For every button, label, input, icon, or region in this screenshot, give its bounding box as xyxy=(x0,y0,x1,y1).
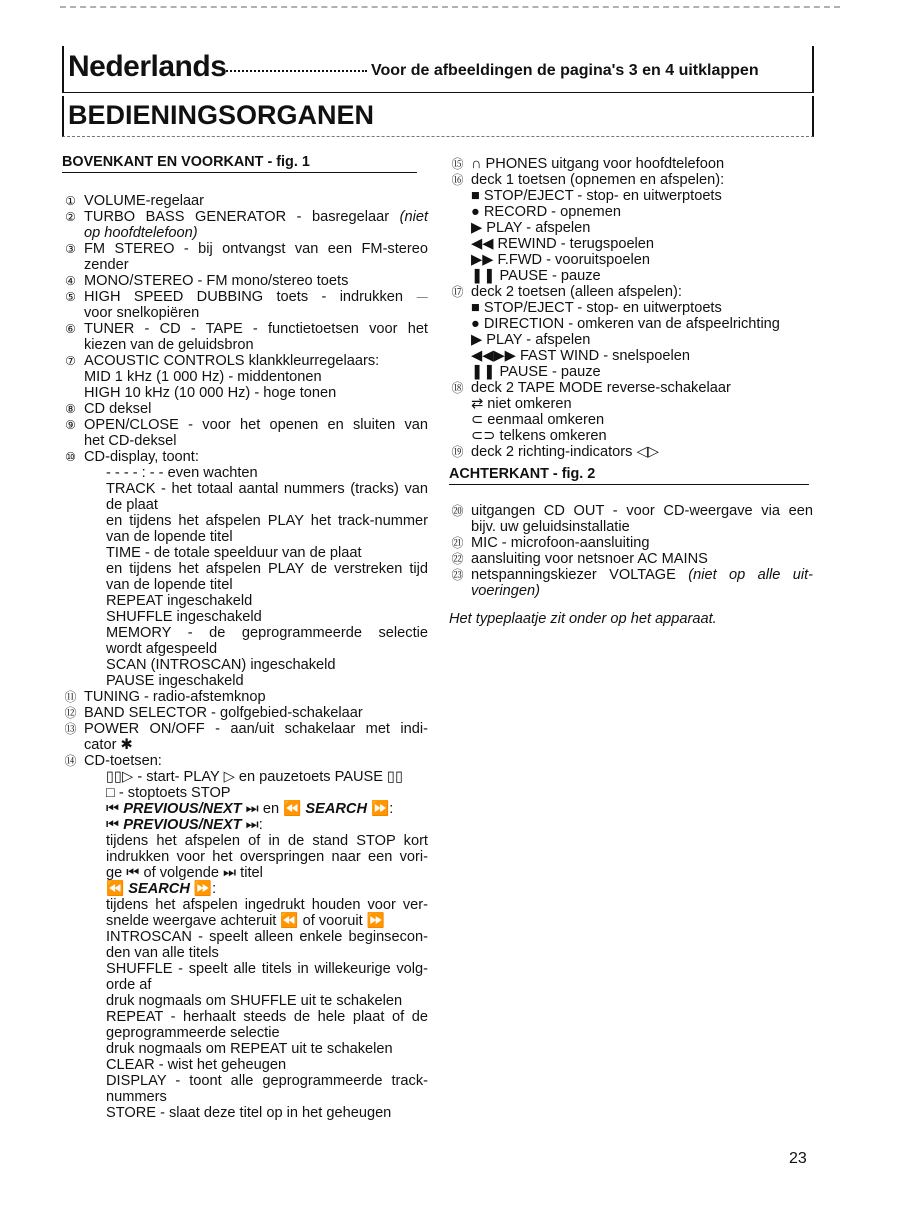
item-line: druk nogmaals om SHUFFLE uit te schakelen xyxy=(106,993,403,1009)
list-item xyxy=(62,273,428,289)
item-line: ⇄ niet omkeren xyxy=(471,396,572,412)
list-item xyxy=(62,321,428,353)
list-item xyxy=(449,156,813,172)
list-item xyxy=(62,689,428,705)
scan-artifact xyxy=(60,6,840,12)
item-line: ❚❚ PAUSE - pauze xyxy=(471,268,601,284)
list-item xyxy=(449,444,813,460)
item-line: zender xyxy=(84,257,129,273)
item-line: SHUFFLE - speelt alle titels in willekeurige volg- xyxy=(106,961,428,977)
section-title: BEDIENINGSORGANEN xyxy=(68,100,375,130)
item-line: aansluiting voor netsnoer AC MAINS xyxy=(471,551,708,567)
list-item xyxy=(449,567,813,599)
item-line: BAND SELECTOR - golfgebied-schakelaar xyxy=(84,705,363,721)
item-line: ▯▯▷ - start- PLAY ▷ en pauzetoets PAUSE ▯▯ xyxy=(106,769,404,785)
item-line: MID 1 kHz (1 000 Hz) - middentonen xyxy=(84,369,322,385)
item-line: bijv. uw geluidsinstallatie xyxy=(471,519,630,535)
item-line: CLEAR - wist het geheugen xyxy=(106,1057,287,1073)
list-item xyxy=(449,380,813,444)
item-number: ⑩ xyxy=(65,450,76,464)
item-line: ⊂⊃ telkens omkeren xyxy=(471,428,607,444)
list-item xyxy=(62,417,428,449)
item-line xyxy=(84,225,428,241)
item-number: ① xyxy=(65,194,76,208)
bold-term: PREVIOUS/NEXT xyxy=(123,817,242,833)
list-item xyxy=(449,551,813,567)
item-line: HIGH 10 kHz (10 000 Hz) - hoge tonen xyxy=(84,385,337,401)
item-line: tijdens het afspelen of in de stand STOP kort xyxy=(106,833,428,849)
item-line: ▶ PLAY - afspelen xyxy=(471,220,591,236)
italic-note: (niet op alle uit- xyxy=(688,567,813,583)
item-number: ⑦ xyxy=(65,354,76,368)
item-line: de plaat xyxy=(106,497,158,513)
item-number: ④ xyxy=(65,274,76,288)
italic-note: voeringen) xyxy=(471,583,540,599)
item-line: SHUFFLE ingeschakeld xyxy=(106,609,262,625)
item-line: MONO/STEREO - FM mono/stereo toets xyxy=(84,273,349,289)
item-line: SCAN (INTROSCAN) ingeschakeld xyxy=(106,657,336,673)
item-line: ◀◀ REWIND - terugspoelen xyxy=(471,236,655,252)
item-line: en tijdens het afspelen PLAY de verstreken tijd xyxy=(106,561,428,577)
language-title: Nederlands xyxy=(68,50,227,83)
item-number: ⑪ xyxy=(64,690,77,704)
item-line: ■ STOP/EJECT - stop- en uitwerptoets xyxy=(471,300,722,316)
left-column xyxy=(62,154,428,1121)
item-line: ge ⏮ of volgende ⏭ titel xyxy=(106,865,263,881)
item-number: ㉑ xyxy=(451,536,464,550)
item-line: het CD-deksel xyxy=(84,433,177,449)
item-line: INTROSCAN - speelt alleen enkele beginsecon- xyxy=(106,929,428,945)
item-line: voor snelkopiëren xyxy=(84,305,200,321)
item-line: MIC - microfoon-aansluiting xyxy=(471,535,650,551)
right-heading: ACHTERKANT - fig. 2 xyxy=(449,466,809,485)
item-line: VOLUME-regelaar xyxy=(84,193,205,209)
page-header xyxy=(62,46,814,93)
item-line: kiezen van de geluidsbron xyxy=(84,337,254,353)
left-item-list xyxy=(62,193,428,1121)
item-line: CD deksel xyxy=(84,401,152,417)
item-line: ∩ PHONES uitgang voor hoofdtelefoon xyxy=(471,156,725,172)
item-number: ⑱ xyxy=(451,381,464,395)
nameplate-note: Het typeplaatje zit onder op het apparaat. xyxy=(449,611,717,627)
item-line: van de lopende titel xyxy=(106,529,233,545)
right-item-list xyxy=(449,156,813,460)
item-number: ⑮ xyxy=(451,157,464,171)
item-line: □ - stoptoets STOP xyxy=(106,785,231,801)
item-number: ⑭ xyxy=(64,754,77,768)
item-line: deck 2 TAPE MODE reverse-schakelaar xyxy=(471,380,731,396)
item-line: ⏪ SEARCH ⏩: xyxy=(106,881,217,897)
item-line: MEMORY - de geprogrammeerde selectie xyxy=(106,625,428,641)
item-line: ■ STOP/EJECT - stop- en uitwerptoets xyxy=(471,188,722,204)
item-line: ❚❚ PAUSE - pauze xyxy=(471,364,601,380)
list-item xyxy=(449,535,813,551)
list-item xyxy=(62,209,428,241)
right-column xyxy=(449,156,813,627)
item-number: ⑤ xyxy=(65,290,76,304)
item-line: wordt afgespeeld xyxy=(106,641,218,657)
left-heading: BOVENKANT EN VOORKANT - fig. 1 xyxy=(62,154,417,173)
item-line: orde af xyxy=(106,977,152,993)
item-line: REPEAT - herhaalt steeds de hele plaat of de xyxy=(106,1009,428,1025)
item-number: ⑲ xyxy=(451,445,464,459)
item-line: netspanningskiezer VOLTAGE (niet op alle uit- xyxy=(471,567,813,583)
item-line: deck 2 toetsen (alleen afspelen): xyxy=(471,284,682,300)
item-line: geprogrammeerde selectie xyxy=(106,1025,280,1041)
item-line: den van alle titels xyxy=(106,945,219,961)
item-line: ◀◀▶▶ FAST WIND - snelspoelen xyxy=(471,348,690,364)
list-item xyxy=(62,753,428,1121)
item-number: ⑧ xyxy=(65,402,76,416)
item-line: REPEAT ingeschakeld xyxy=(106,593,253,609)
bold-term: SEARCH xyxy=(305,801,367,817)
item-line: DISPLAY - toont alle geprogrammeerde track- xyxy=(106,1073,428,1089)
item-line: ▶▶ F.FWD - vooruitspoelen xyxy=(471,252,650,268)
item-number: ② xyxy=(65,210,76,224)
item-line: STORE - slaat deze titel op in het geheugen xyxy=(106,1105,392,1121)
item-line: TUNING - radio-afstemknop xyxy=(84,689,266,705)
item-line: OPEN/CLOSE - voor het openen en sluiten van xyxy=(84,417,428,433)
bold-term: PREVIOUS/NEXT xyxy=(123,801,242,817)
item-line: nummers xyxy=(106,1089,167,1105)
item-number: ⑥ xyxy=(65,322,76,336)
item-line: cator ✱ xyxy=(84,737,133,753)
section-header xyxy=(62,96,814,137)
item-line xyxy=(471,583,813,599)
item-line: ⏮ PREVIOUS/NEXT ⏭: xyxy=(106,817,263,833)
list-item xyxy=(62,449,428,689)
list-item xyxy=(449,284,813,380)
item-line: ⏮ PREVIOUS/NEXT ⏭ en ⏪ SEARCH ⏩: xyxy=(106,801,394,817)
item-line: tijdens het afspelen ingedrukt houden voor ver- xyxy=(106,897,428,913)
item-line: snelde weergave achteruit ⏪ of vooruit ⏩ xyxy=(106,913,385,929)
item-line: ACOUSTIC CONTROLS klankkleurregelaars: xyxy=(84,353,380,369)
item-line: CD-toetsen: xyxy=(84,753,162,769)
item-line: deck 2 richting-indicators ◁▷ xyxy=(471,444,659,460)
item-line: TIME - de totale speelduur van de plaat xyxy=(106,545,362,561)
list-item xyxy=(62,353,428,401)
header-subtitle: Voor de afbeeldingen de pagina's 3 en 4 uitklappen xyxy=(371,62,759,79)
item-line: POWER ON/OFF - aan/uit schakelaar met indi- xyxy=(84,721,428,737)
item-line: ● RECORD - opnemen xyxy=(471,204,621,220)
item-line: TRACK - het totaal aantal nummers (tracks) van xyxy=(106,481,428,497)
italic-note: (niet xyxy=(399,209,428,225)
item-line: TURBO BASS GENERATOR - basregelaar (niet xyxy=(84,209,428,225)
item-line: en tijdens het afspelen PLAY het track-nummer xyxy=(106,513,428,529)
item-line: deck 1 toetsen (opnemen en afspelen): xyxy=(471,172,725,188)
list-item xyxy=(62,241,428,273)
item-number: ⑬ xyxy=(64,722,77,736)
item-line: druk nogmaals om REPEAT uit te schakelen xyxy=(106,1041,393,1057)
item-line: HIGH SPEED DUBBING toets - indrukken ⏤ xyxy=(84,289,428,305)
item-line: TUNER - CD - TAPE - functietoetsen voor het xyxy=(84,321,428,337)
italic-note: op hoofdtelefoon) xyxy=(84,225,198,241)
item-number: ⑰ xyxy=(451,285,464,299)
list-item xyxy=(62,705,428,721)
item-number: ⑯ xyxy=(451,173,464,187)
bold-term: SEARCH xyxy=(128,881,190,897)
item-line: indrukken voor het overspringen naar een vori- xyxy=(106,849,428,865)
list-item xyxy=(449,172,813,284)
item-number: ㉓ xyxy=(451,568,464,582)
item-number: ⑫ xyxy=(64,706,77,720)
list-item xyxy=(62,401,428,417)
right-item-list-2 xyxy=(449,503,813,599)
item-line: ⊂ eenmaal omkeren xyxy=(471,412,605,428)
page-number: 23 xyxy=(789,1150,807,1167)
item-line: ● DIRECTION - omkeren van de afspeelrichting xyxy=(471,316,780,332)
list-item xyxy=(62,193,428,209)
item-number: ⑳ xyxy=(451,504,464,518)
list-item xyxy=(62,289,428,321)
item-line: ▶ PLAY - afspelen xyxy=(471,332,591,348)
list-item xyxy=(449,503,813,535)
item-line: PAUSE ingeschakeld xyxy=(106,673,244,689)
item-line: - - - - : - - even wachten xyxy=(106,465,258,481)
dot-leader xyxy=(223,70,367,72)
item-number: ⑨ xyxy=(65,418,76,432)
item-line: van de lopende titel xyxy=(106,577,233,593)
list-item xyxy=(62,721,428,753)
item-number: ③ xyxy=(65,242,76,256)
item-number: ㉒ xyxy=(451,552,464,566)
item-line: FM STEREO - bij ontvangst van een FM-stereo xyxy=(84,241,428,257)
item-line: uitgangen CD OUT - voor CD-weergave via een xyxy=(471,503,813,519)
item-line: CD-display, toont: xyxy=(84,449,199,465)
